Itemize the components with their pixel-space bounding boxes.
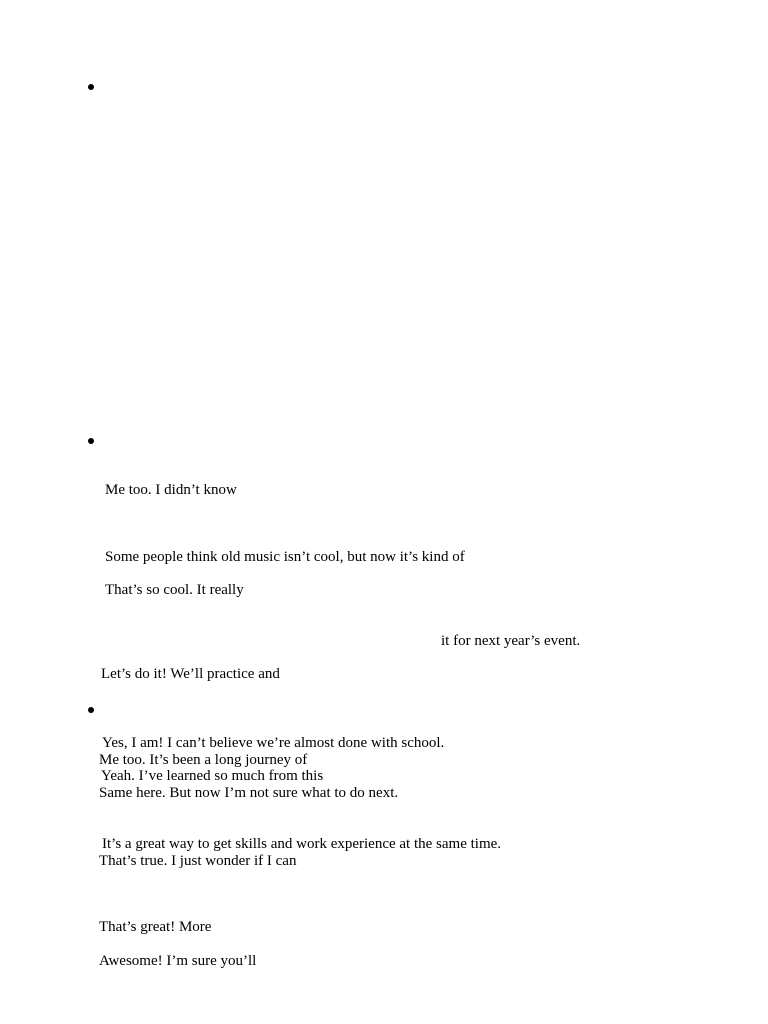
bullet-1 bbox=[88, 84, 94, 90]
text-line: Me too. It’s been a long journey of bbox=[99, 752, 308, 768]
text-line: That’s great! More bbox=[99, 919, 212, 935]
text-line: Yeah. I’ve learned so much from this bbox=[101, 768, 324, 784]
text-line: Some people think old music isn’t cool, but now it’s kind of bbox=[105, 549, 465, 565]
text-line: Me too. I didn’t know bbox=[105, 482, 237, 498]
bullet-2 bbox=[88, 438, 94, 444]
text-line: It’s a great way to get skills and work experience at the same time. bbox=[102, 836, 502, 852]
text-line: That’s true. I just wonder if I can bbox=[99, 853, 297, 869]
text-line: Let’s do it! We’ll practice and bbox=[101, 666, 280, 682]
text-line: Awesome! I’m sure you’ll bbox=[99, 953, 257, 969]
text-line: Yes, I am! I can’t believe we’re almost done with school. bbox=[102, 735, 445, 751]
text-line: it for next year’s event. bbox=[441, 633, 581, 649]
text-line: That’s so cool. It really bbox=[105, 582, 244, 598]
text-line: Same here. But now I’m not sure what to do next. bbox=[99, 785, 399, 801]
bullet-3 bbox=[88, 707, 94, 713]
